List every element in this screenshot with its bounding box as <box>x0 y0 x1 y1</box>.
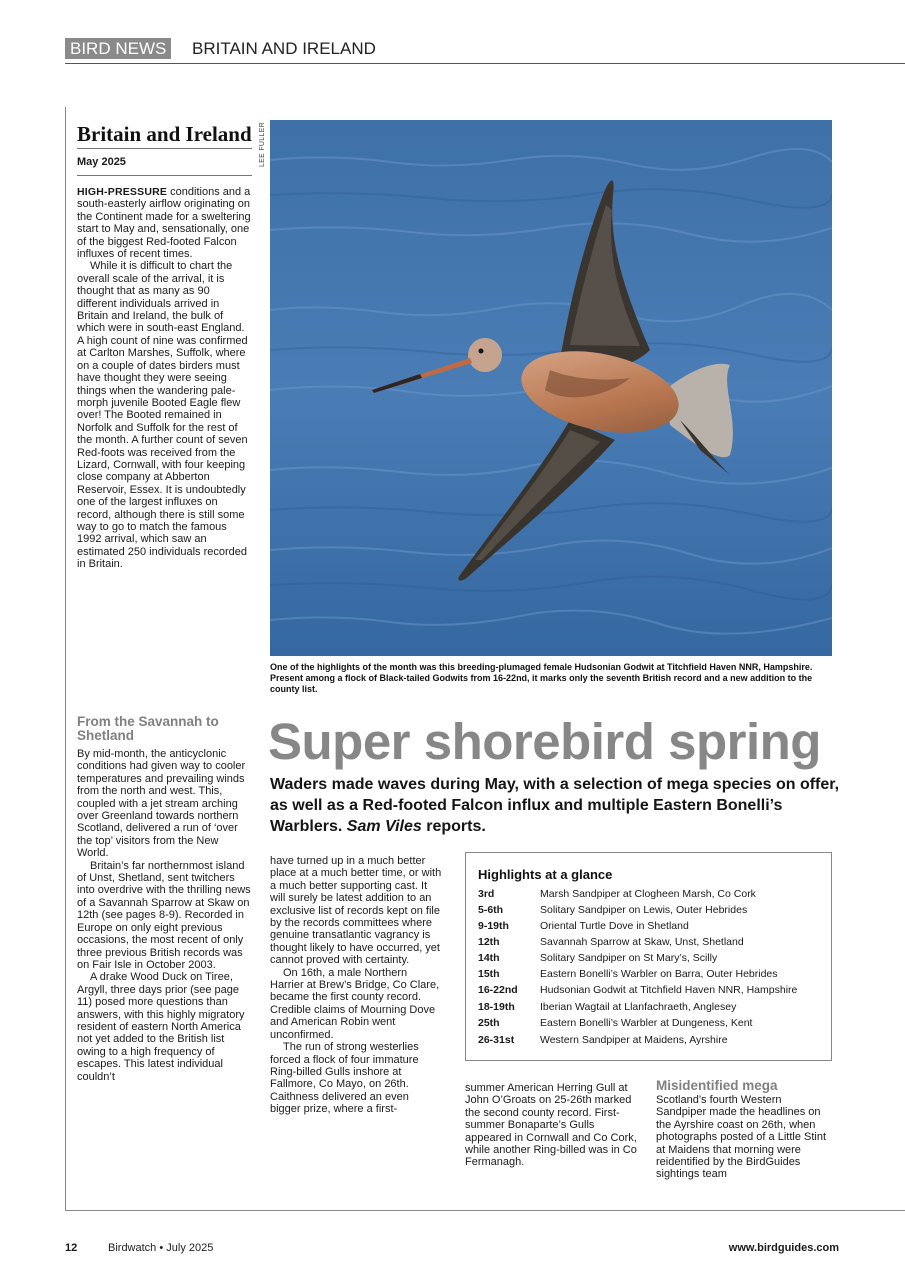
middle-column-text <box>270 855 442 1116</box>
highlight-row: 25th Eastern Bonelli’s Warbler at Dungeness, Kent <box>478 1017 753 1029</box>
highlights-title: Highlights at a glance <box>478 867 613 882</box>
section-tag: BIRD NEWS <box>65 38 171 59</box>
godwit-photo <box>270 120 832 656</box>
paragraph: Britain’s far northernmost island of Unst, Shetland, sent twitchers into overdrive with the thrilling news of a Savannah Sparrow at Skaw on 12th (see pages 8-9). Recorded in Europe on only eight previous occasions, the most recent of only three previous British records was on Fair Isle in October 2003. <box>77 859 251 971</box>
highlight-row: 3rd Marsh Sandpiper at Clogheen Marsh, Co Cork <box>478 888 756 900</box>
paragraph: conditions and a south-easterly airflow originating on the Continent made for a sweltering start to May and, sensationally, one of the biggest Red-footed Falcon influxes of recent times. <box>77 186 251 261</box>
lead-word: HIGH-PRESSURE <box>77 186 168 198</box>
left-column-text-2 <box>77 748 252 1083</box>
paragraph: While it is difficult to chart the overall scale of the arrival, it is thought that as many as 90 different individuals arrived in Britain and Ireland, the bulk of which were in south-east England. A high count of nine was confirmed at Carlton Marshes, Suffolk, where on a couple of dates birders must have thought they were seeing things when the wandering pale-morph juvenile Booted Eagle flew over! The Booted remained in Norfolk and Suffolk for the rest of the month. A further count of seven Red-foots was received from the Lizard, Cornwall, with four keeping close company at Abberton Reservoir, Essex. It is undoubtedly one of the largest influxes on record, although there is still some way to go to match the famous 1992 arrival, which saw an estimated 250 individuals recorded in Britain. <box>77 260 248 571</box>
report-month: May 2025 <box>77 156 126 168</box>
highlight-row: 26-31st Western Sandpiper at Maidens, Ayrshire <box>478 1034 728 1046</box>
highlight-row: 15th Eastern Bonelli’s Warbler on Barra, Outer Hebrides <box>478 968 778 980</box>
page-number: 12 <box>65 1242 78 1254</box>
subheading: Misidentified mega <box>656 1078 778 1093</box>
highlight-row: 12th Savannah Sparrow at Skaw, Unst, Shetland <box>478 936 744 948</box>
title-rule <box>77 148 252 149</box>
paragraph: A drake Wood Duck on Tiree, Argyll, three days prior (see page 11) posed more questions than answers, with this highly migratory resident of eastern North America not yet added to the British list owing to a high frequency of escapes. This latest individual couldn’t <box>77 971 245 1083</box>
far-right-column-text <box>656 1094 828 1181</box>
author-name: Sam Viles <box>346 818 422 835</box>
paragraph: The run of strong westerlies forced a flock of four immature Ring-billed Gulls inshore at Fallmore, Co Mayo, on 26th. Caithness delivered an even bigger prize, where a first- <box>270 1041 419 1116</box>
paragraph: By mid-month, the anticyclonic conditions had given way to cooler temperatures and prevailing winds from the north and west. This, coupled with a jet stream arching over Greenland towards northern Scotland, delivered a run of ‘over the top’ visitors from the New World. <box>77 748 246 860</box>
highlight-row: 18-19th Iberian Wagtail at Llanfachraeth, Anglesey <box>478 1001 737 1013</box>
website-link[interactable]: www.birdguides.com <box>728 1242 839 1254</box>
standfirst: Waders made waves during May, with a selection of mega species on offer, as well as a Red-footed Falcon influx and multiple Eastern Bonelli’s Warblers. Sam Viles reports. <box>270 776 840 835</box>
right-column-text <box>465 1082 637 1169</box>
header-rule <box>65 63 905 64</box>
highlight-row: 9-19th Oriental Turtle Dove in Shetland <box>478 920 689 932</box>
paragraph: Scotland’s fourth Western Sandpiper made the headlines on the Ayrshire coast on 26th, when photographs posted of a Little Stint at Maidens that morning were reidentified by the BirdGuides sightings team <box>656 1094 827 1181</box>
highlight-row: 16-22nd Hudsonian Godwit at Titchfield Haven NNR, Hampshire <box>478 984 798 996</box>
photo-credit: LEE FULLER <box>259 121 267 168</box>
subheading: From the Savannah to Shetland <box>77 714 219 743</box>
article-headline: Super shorebird spring <box>268 713 821 770</box>
highlight-row: 14th Solitary Sandpiper on St Mary’s, Scilly <box>478 952 718 964</box>
paragraph: have turned up in a much better place at a much better time, or with a much better supporting cast. It will surely be latest addition to an exclusive list of records kept on file by the records committees where genuine transatlantic vagrancy is thought likely to have occurred, yet cannot proved with certainty. <box>270 855 442 967</box>
paragraph: On 16th, a male Northern Harrier at Brew’s Bridge, Co Clare, became the first county record. Credible claims of Mourning Dove and American Robin went unconfirmed. <box>270 966 440 1041</box>
month-rule <box>77 175 252 176</box>
paragraph: summer American Herring Gull at John O’Groats on 25-26th marked the second county record. First-summer Bonaparte’s Gulls appeared in Cornwall and Co Cork, while another Ring-billed was in Co Fermanagh. <box>465 1082 637 1169</box>
section-title: BRITAIN AND IRELAND <box>192 39 376 58</box>
photo-caption: One of the highlights of the month was this breeding-plumaged female Hudsonian Godwit at Titchfield Haven NNR, Hampshire. Present among a flock of Black-tailed Godwits from 16-22nd, it marks only the seventh British record and a new addition to the county list. <box>270 662 813 694</box>
column-title: Britain and Ireland <box>77 122 252 146</box>
left-column-text <box>77 186 252 571</box>
magazine-issue: Birdwatch • July 2025 <box>108 1242 214 1254</box>
highlight-row: 5-6th Solitary Sandpiper on Lewis, Outer Hebrides <box>478 904 748 916</box>
